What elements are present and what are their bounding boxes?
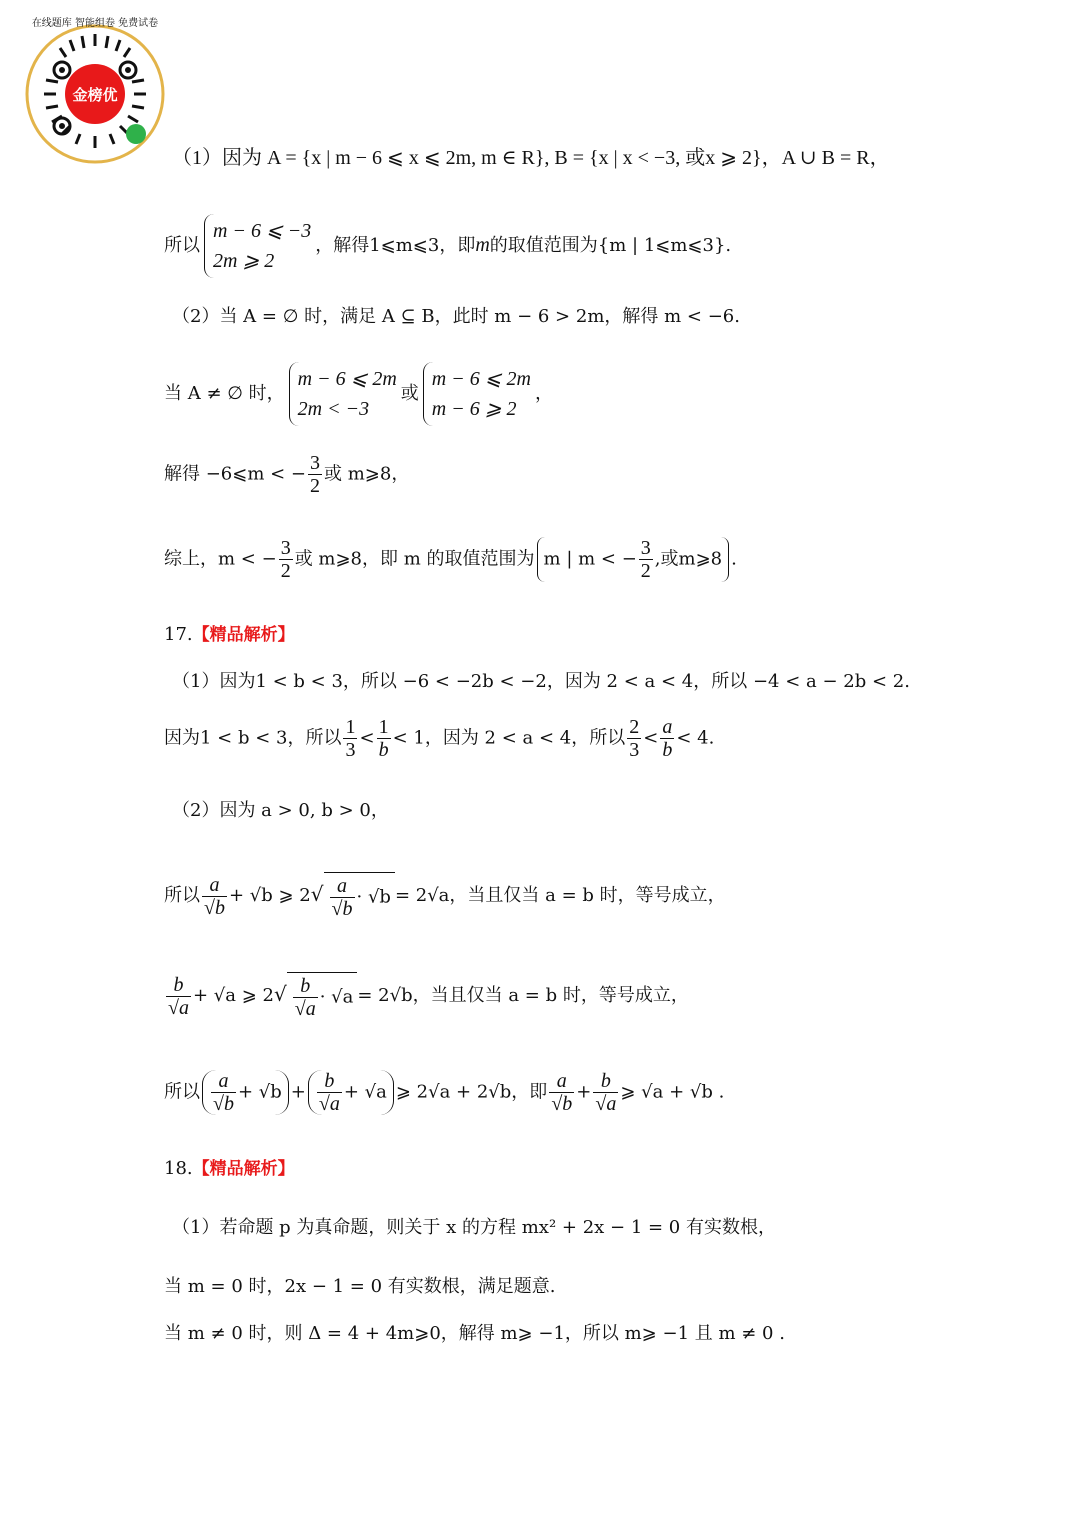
s17-p2-c: < 4.	[676, 727, 715, 749]
s16-line-5	[164, 452, 409, 497]
s16-p2-var: m	[475, 234, 490, 256]
s18-line-3: 当 m ≠ 0 时，则 Δ = 4 + 4m⩾0，解得 m⩾ −1，所以 m⩾ −1 且 m ≠ 0 .	[164, 1323, 785, 1344]
fraction	[317, 1070, 342, 1115]
paren-group	[308, 1070, 394, 1115]
set-part-b: ,或m⩾8	[654, 548, 723, 570]
frac-num: 2	[629, 716, 640, 738]
frac-num: b	[166, 974, 191, 997]
s16-p5-tail: 或 m⩾8，	[324, 463, 410, 485]
s16-p2-mid: ，解得1⩽m⩽3，即	[315, 235, 476, 256]
sys-row: 2m < −3	[297, 398, 370, 420]
s17-line-1: （1）因为1 < b < 3，所以 −6 < −2b < −2，因为 2 < a < 4，所以 −4 < a − 2b < 2.	[172, 671, 910, 692]
paren-term: + √a	[343, 1081, 387, 1103]
s18-heading	[164, 1157, 295, 1181]
frac-den: b	[378, 739, 389, 761]
s18-label: 【精品解析】	[192, 1159, 295, 1179]
paren-term: + √b	[237, 1081, 282, 1103]
s16-p1-math: A = {x | m − 6 ⩽ x ⩽ 2m, m ∈ R}, B = {x | x < −3, 或x ⩾ 2}，A ∪ B = R，	[267, 147, 890, 169]
frac-num: 3	[310, 452, 321, 474]
frac-num: 3	[640, 537, 651, 559]
frac-den: 2	[310, 475, 321, 497]
s17-p4-tail: 当且仅当 a = b 时，等号成立，	[467, 885, 726, 906]
frac-num: 1	[378, 716, 389, 738]
radicand	[287, 972, 358, 1020]
frac-den: √b	[331, 898, 353, 920]
plus-sign: +	[576, 1081, 592, 1103]
frac-num: 1	[345, 716, 356, 738]
frac-num: b	[593, 1070, 618, 1093]
s16-p4-tail: ，	[534, 383, 553, 404]
s17-line-5	[164, 972, 689, 1020]
frac-den: b	[662, 739, 673, 761]
frac-num: b	[293, 975, 318, 998]
s16-system-3	[423, 362, 531, 426]
fraction	[377, 716, 391, 761]
frac-num: a	[211, 1070, 236, 1093]
logo-arc-text: 在线题库 智能组卷 免费试卷	[31, 18, 159, 29]
fraction	[166, 974, 191, 1019]
fraction	[330, 875, 355, 920]
s17-p6-prefix: 所以	[164, 1081, 200, 1103]
s16-p2-prefix: 所以	[164, 235, 200, 256]
s18-number: 18.	[164, 1158, 193, 1179]
s16-line-1	[172, 146, 890, 170]
frac-num: b	[317, 1070, 342, 1093]
frac-den: √a	[294, 998, 316, 1020]
lt-sign: <	[643, 727, 659, 749]
s17-p6-mid: ⩾ 2√a + 2√b，即	[395, 1081, 548, 1103]
radical-sign: √	[310, 882, 324, 906]
plus-sign: +	[290, 1081, 306, 1103]
sys-row: m − 6 ⩽ −3	[213, 220, 312, 242]
s18-line-1: （1）若命题 p 为真命题，则关于 x 的方程 mx² + 2x − 1 = 0 有实数根，	[172, 1217, 776, 1238]
s16-p1-label: （1）因为	[172, 147, 262, 169]
s16-p4-or: 或	[400, 383, 419, 404]
s17-p2-b: < 1，因为 2 < a < 4，所以	[392, 727, 626, 749]
s16-system-2	[289, 362, 397, 426]
frac-num: a	[549, 1070, 574, 1093]
s16-system-1	[204, 214, 311, 278]
frac-num: 3	[280, 537, 291, 559]
s16-p5-prefix: 解得 −6⩽m < −	[164, 463, 307, 485]
s17-line-6	[164, 1070, 724, 1115]
frac-num: a	[202, 874, 227, 897]
s17-line-2	[164, 716, 714, 761]
sys-row: 2m ⩾ 2	[213, 250, 275, 272]
frac-den: 3	[629, 739, 640, 761]
s17-p5-plus: + √a ⩾ 2	[192, 985, 274, 1006]
s16-p4-prefix: 当 A ≠ ∅ 时，	[164, 383, 285, 404]
frac-den: √a	[318, 1093, 340, 1115]
brand-logo	[22, 14, 168, 164]
radicand-tail: · √a	[319, 986, 354, 1008]
frac-num: a	[330, 875, 355, 898]
fraction	[593, 1070, 618, 1115]
fraction	[211, 1070, 236, 1115]
s17-p2-a: 因为1 < b < 3，所以	[164, 727, 342, 749]
frac-den: √b	[551, 1093, 573, 1115]
logo-brand-text: 金榜优	[72, 86, 118, 104]
s16-line-4	[164, 362, 553, 426]
frac-num: a	[662, 716, 673, 738]
s17-p5-eq: = 2√b，	[357, 985, 431, 1006]
s17-p4-prefix: 所以	[164, 885, 200, 906]
fraction	[279, 537, 293, 582]
fraction	[343, 716, 357, 761]
set-part-a: m | m < −	[543, 548, 637, 570]
s17-label: 【精品解析】	[192, 625, 295, 645]
s16-line-6	[164, 537, 737, 582]
radicand-tail: · √b	[356, 886, 391, 908]
s16-p2-tail: 的取值范围为{m | 1⩽m⩽3}.	[489, 235, 732, 256]
s16-result-set	[537, 537, 730, 582]
frac-den: 3	[345, 739, 356, 761]
sys-row: m − 6 ⩽ 2m	[297, 368, 397, 390]
frac-den: 2	[280, 560, 291, 582]
frac-den: √b	[213, 1093, 234, 1115]
s17-number: 17.	[164, 624, 193, 645]
s17-p4-eq: = 2√a，	[394, 885, 468, 906]
s16-p6-mid: 或 m⩾8，即 m 的取值范围为	[294, 548, 535, 570]
s17-p5-tail: 当且仅当 a = b 时，等号成立，	[430, 985, 689, 1006]
paren-group	[202, 1070, 289, 1115]
fraction	[202, 874, 227, 919]
s16-p6-prefix: 综上，m < −	[164, 548, 277, 570]
fraction	[660, 716, 674, 761]
sys-row: m − 6 ⩽ 2m	[431, 368, 531, 390]
s17-p4-plus: + √b ⩾ 2	[228, 885, 311, 906]
lt-sign: <	[359, 727, 375, 749]
s17-p6-tail: ⩾ √a + √b .	[620, 1081, 725, 1103]
sys-row: m − 6 ⩾ 2	[431, 398, 517, 420]
s17-line-3: （2）因为 a > 0, b > 0，	[172, 800, 389, 821]
fraction	[639, 537, 653, 582]
s16-line-2	[164, 214, 731, 278]
frac-den: 2	[640, 560, 651, 582]
radicand	[324, 872, 395, 920]
s17-heading	[164, 623, 295, 647]
frac-den: √b	[204, 896, 225, 919]
frac-den: √a	[595, 1093, 617, 1115]
s16-p6-tail: .	[731, 548, 737, 570]
fraction	[293, 975, 318, 1020]
fraction	[308, 452, 322, 497]
radical-sign: √	[273, 982, 287, 1006]
s17-line-4	[164, 872, 726, 920]
s18-line-2: 当 m = 0 时，2x − 1 = 0 有实数根，满足题意.	[164, 1276, 556, 1297]
fraction	[549, 1070, 574, 1115]
frac-den: √a	[168, 996, 189, 1019]
fraction	[627, 716, 641, 761]
s16-line-3: （2）当 A = ∅ 时，满足 A ⊆ B，此时 m − 6 > 2m，解得 m < −6.	[172, 306, 740, 327]
